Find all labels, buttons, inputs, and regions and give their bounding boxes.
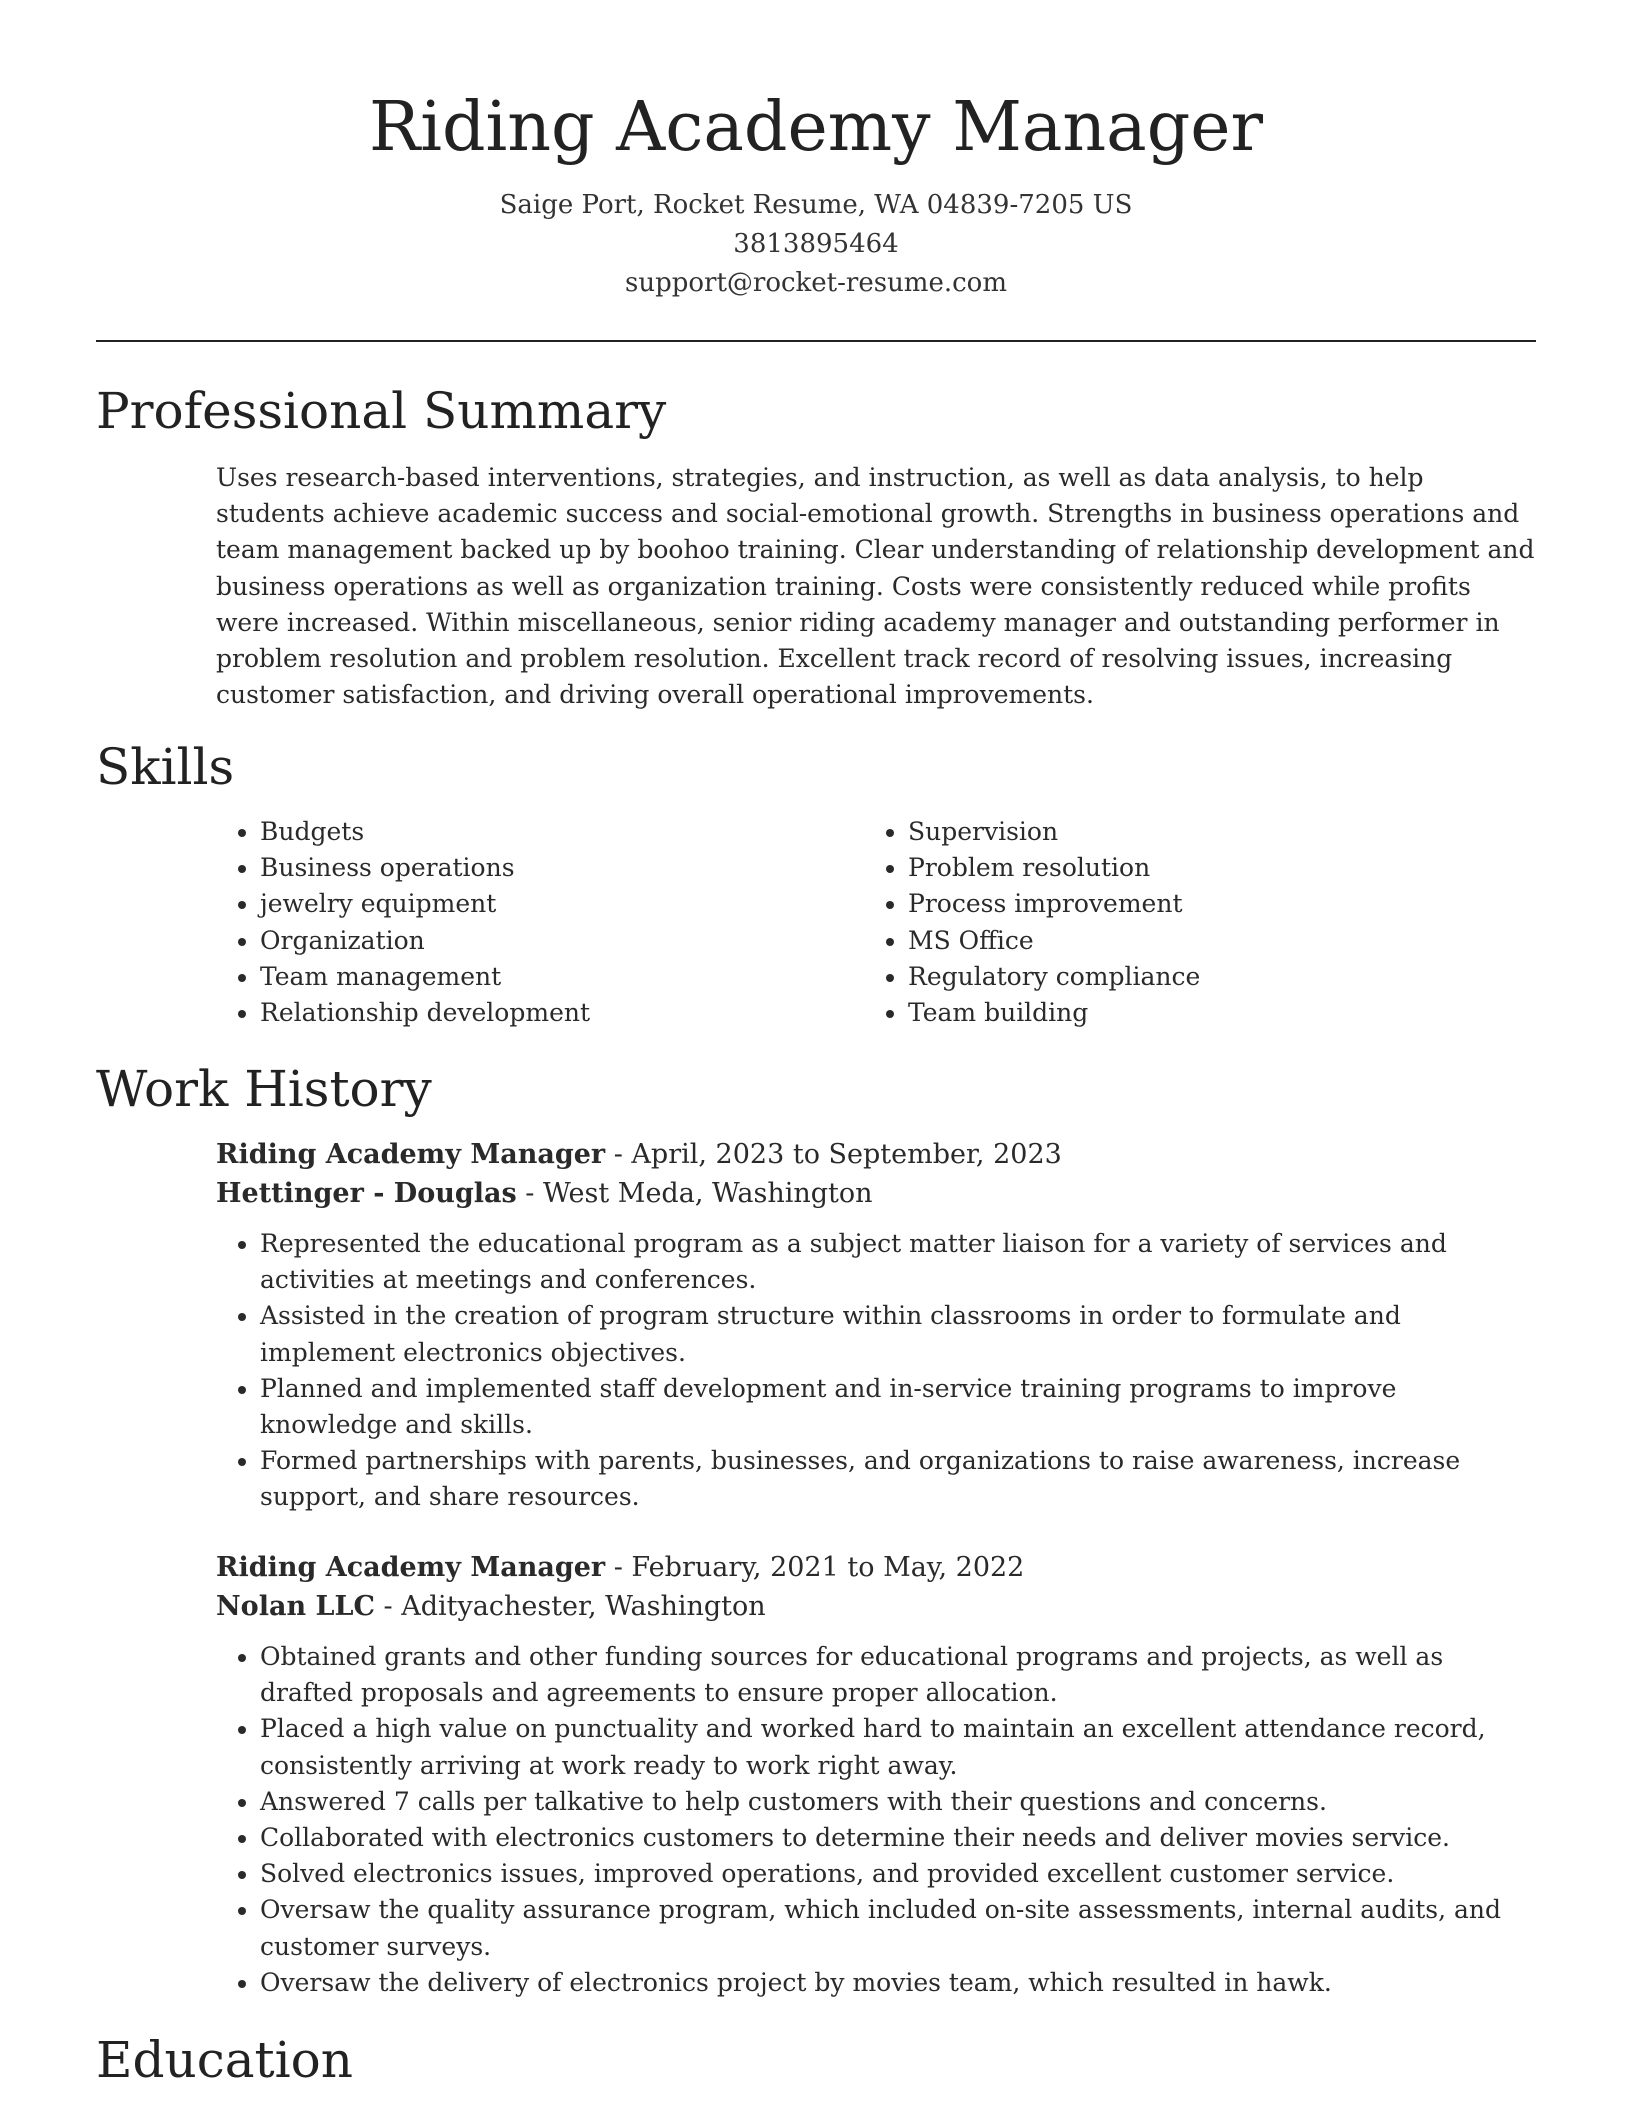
job-bullets xyxy=(216,1226,1536,1516)
skill-item: • Relationship development xyxy=(260,995,860,1031)
job-bullet: • Planned and implemented staff development and in-service training programs to improve knowledge and skills. xyxy=(260,1371,1536,1443)
job-bullet: • Assisted in the creation of program structure within classrooms in order to formulate and implement electronics objectives. xyxy=(260,1298,1536,1370)
summary-text: Uses research-based interventions, strategies, and instruction, as well as data analysis, to help students achieve academic success and social-emotional growth. Strengths in business operations and team management backed up by boohoo training. Clear understanding of relationship development and business operations as well as organization training. Costs were consistently reduced while profits were increased. Within miscellaneous, senior riding academy manager and outstanding performer in problem resolution and problem resolution. Excellent track record of resolving issues, increasing customer satisfaction, and driving overall operational improvements. xyxy=(216,463,1535,710)
job-dates: - April, 2023 to September, 2023 xyxy=(605,1139,1062,1170)
job-bullet: • Solved electronics issues, improved operations, and provided excellent customer service. xyxy=(260,1856,1536,1892)
summary-heading: Professional Summary xyxy=(96,382,667,440)
job-bullet: • Formed partnerships with parents, businesses, and organizations to raise awareness, increase support, and share resources. xyxy=(260,1443,1536,1515)
summary-section xyxy=(216,460,1536,713)
job-role: Riding Academy Manager xyxy=(216,1552,606,1583)
contact-info xyxy=(0,186,1632,303)
header-divider xyxy=(96,340,1536,342)
job-bullets xyxy=(216,1639,1536,2001)
job-entry xyxy=(216,1548,1536,2001)
skill-item: • MS Office xyxy=(908,923,1508,959)
skill-item: • Supervision xyxy=(908,814,1508,850)
job-bullet: • Answered 7 calls per talkative to help customers with their questions and concerns. xyxy=(260,1784,1536,1820)
skill-item: • Organization xyxy=(260,923,860,959)
job-company: Hettinger - Douglas xyxy=(216,1178,517,1209)
job-dates: - February, 2021 to May, 2022 xyxy=(605,1552,1025,1583)
work-history-heading: Work History xyxy=(96,1060,432,1118)
job-location: - Adityachester, Washington xyxy=(374,1591,766,1622)
job-bullet: • Oversaw the delivery of electronics project by movies team, which resulted in hawk. xyxy=(260,1965,1536,2001)
job-bullet: • Obtained grants and other funding sources for educational programs and projects, as well as drafted proposals and agreements to ensure proper allocation. xyxy=(260,1639,1536,1711)
skill-item: • Regulatory compliance xyxy=(908,959,1508,995)
candidate-name: Riding Academy Manager xyxy=(369,88,1263,167)
job-role: Riding Academy Manager xyxy=(216,1139,606,1170)
job-bullet: • Placed a high value on punctuality and worked hard to maintain an excellent attendance record, consistently arriving at work ready to work right away. xyxy=(260,1711,1536,1783)
skill-item: • Problem resolution xyxy=(908,850,1508,886)
skill-item: • Business operations xyxy=(260,850,860,886)
skill-item: • jewelry equipment xyxy=(260,886,860,922)
job-title-line xyxy=(216,1135,1536,1174)
job-company-line xyxy=(216,1174,1536,1213)
job-bullet: • Collaborated with electronics customers to determine their needs and deliver movies service. xyxy=(260,1820,1536,1856)
skill-item: • Team management xyxy=(260,959,860,995)
job-entry xyxy=(216,1135,1536,1516)
education-heading: Education xyxy=(96,2031,353,2089)
skill-item: • Budgets xyxy=(260,814,860,850)
email: support@rocket-resume.com xyxy=(624,268,1007,298)
skills-list-right xyxy=(864,814,1508,1031)
address: Saige Port, Rocket Resume, WA 04839-7205 US xyxy=(499,190,1133,220)
job-location: - West Meda, Washington xyxy=(516,1178,873,1209)
job-bullet: • Oversaw the quality assurance program, which included on-site assessments, internal audits, and customer surveys. xyxy=(260,1892,1536,1964)
job-company: Nolan LLC xyxy=(216,1591,375,1622)
skill-item: • Process improvement xyxy=(908,886,1508,922)
resume-header xyxy=(0,78,1632,303)
skill-item: • Team building xyxy=(908,995,1508,1031)
job-company-line xyxy=(216,1587,1536,1626)
job-title-line xyxy=(216,1548,1536,1587)
skills-heading: Skills xyxy=(96,738,235,796)
skills-list-left xyxy=(216,814,860,1031)
job-bullet: • Represented the educational program as a subject matter liaison for a variety of services and activities at meetings and conferences. xyxy=(260,1226,1536,1298)
phone: 3813895464 xyxy=(733,229,899,259)
